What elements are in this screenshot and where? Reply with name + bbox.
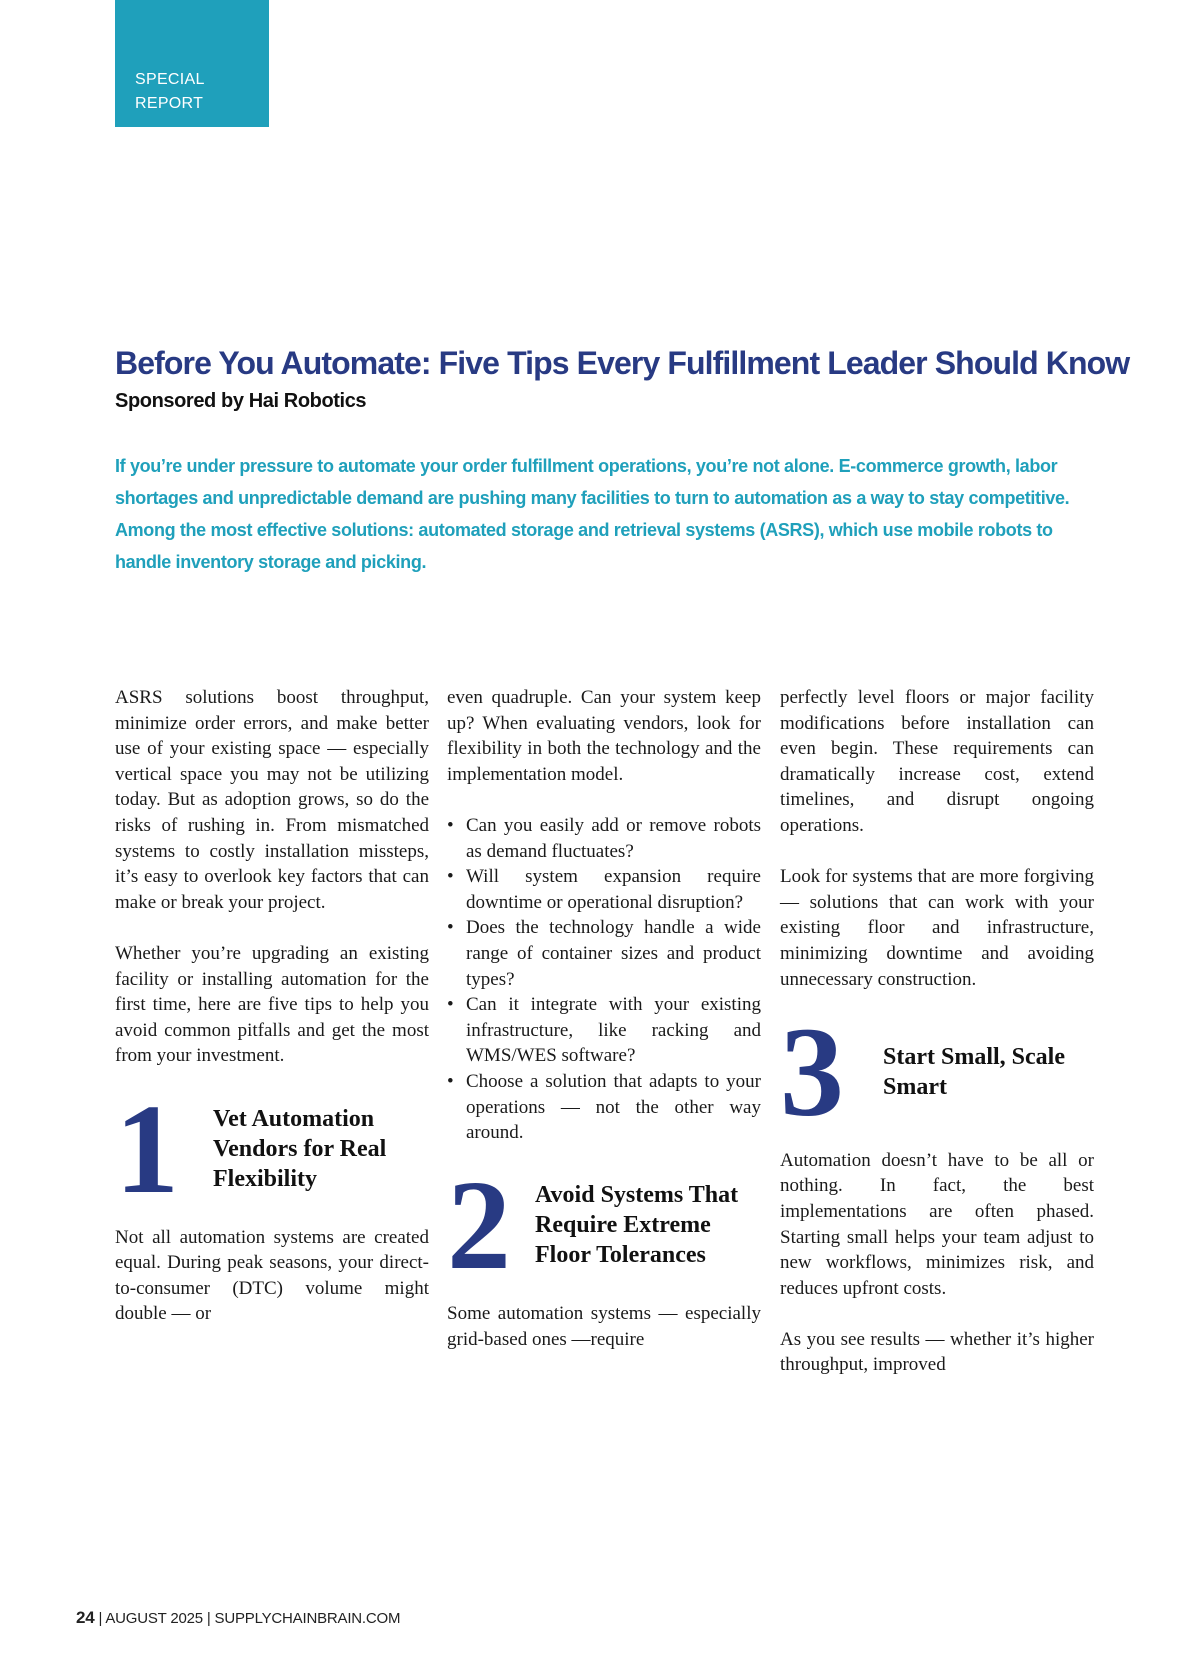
paragraph: Automation doesn’t have to be all or nothing. In fact, the best implementations are often phased. Starting small helps your team adjust to new workflows, minimizes risk, and reduces upfront costs. (780, 1149, 1094, 1299)
paragraph: Not all automation systems are created equal. During peak seasons, your direct-to-consumer (DTC) volume might double — or (115, 1226, 429, 1325)
list-item: • Will system expansion require downtime or operational disruption? (466, 864, 761, 915)
tip-1-heading: Vet Automation Vendors for Real Flexibility (213, 1105, 387, 1192)
list-item: • Can you easily add or remove robots as demand fluctuates? (466, 813, 761, 864)
evaluation-questions-list (447, 813, 761, 1146)
tip-2-header (447, 1154, 761, 1297)
tip-3-heading: Start Small, Scale Smart (883, 1043, 1065, 1100)
paragraph: even quadruple. Can your system keep up? When evaluating vendors, look for flexibility in both the technology and the implementation model. (447, 687, 761, 785)
list-item: • Choose a solution that adapts to your operations — not the other way around. (466, 1069, 761, 1146)
list-item: • Does the technology handle a wide range of container sizes and product types? (466, 915, 761, 992)
tip-1-number: 1 (115, 1077, 179, 1220)
paragraph: Whether you’re upgrading an existing facility or installing automation for the first time, here are five tips to help you avoid common pitfalls and get the most from your investment. (115, 942, 429, 1067)
article-title: Before You Automate: Five Tips Every Fulfillment Leader Should Know (115, 345, 1130, 381)
list-item: • Can it integrate with your existing infrastructure, like racking and WMS/WES software? (466, 992, 761, 1069)
paragraph: ASRS solutions boost throughput, minimize order errors, and make better use of your existing space — especially vertical space you may not be utilizing today. But as adoption grows, so do the risks of rushing in. From mismatched systems to costly installation missteps, it’s easy to overlook key factors that can make or break your project. (115, 687, 429, 913)
paragraph: As you see results — whether it’s higher throughput, improved (780, 1328, 1094, 1376)
article-intro: If you’re under pressure to automate your order fulfillment operations, you’re not alone. E-commerce growth, labor shortages and unpredictable demand are pushing many facilities to turn to automation as a way to stay competitive. Among the most effective solutions: automated storage and retrieval systems (ASRS), which use mobile robots to handle inventory storage and picking. (115, 456, 1070, 572)
footer-issue-info: | AUGUST 2025 | SUPPLYCHAINBRAIN.COM (94, 1610, 401, 1627)
tag-line-1: SPECIAL (135, 71, 205, 88)
paragraph: Look for systems that are more forgiving — solutions that can work with your existing floor and infrastructure, minimizing downtime and avoiding unnecessary construction. (780, 866, 1094, 990)
column-2 (447, 685, 761, 1352)
paragraph: perfectly level floors or major facility modifications before installation can even begin. These requirements can dramatically increase cost, extend timelines, and disrupt ongoing operations. (780, 687, 1094, 836)
page-number: 24 (76, 1608, 95, 1627)
tip-3-number: 3 (780, 1000, 844, 1143)
special-report-label (135, 68, 205, 116)
column-1 (115, 685, 429, 1327)
paragraph: Some automation systems — especially grid-based ones —require (447, 1303, 761, 1350)
sponsor-line: Sponsored by Hai Robotics (115, 390, 367, 412)
tip-1-header (115, 1077, 429, 1220)
tip-2-heading: Avoid Systems That Require Extreme Floor Tolerances (535, 1182, 739, 1269)
tip-3-header (780, 1000, 1094, 1143)
special-report-tag (115, 0, 269, 127)
column-3 (780, 685, 1094, 1378)
tag-line-2: REPORT (135, 95, 204, 112)
page-footer (76, 1608, 400, 1628)
tip-2-number: 2 (447, 1154, 511, 1297)
